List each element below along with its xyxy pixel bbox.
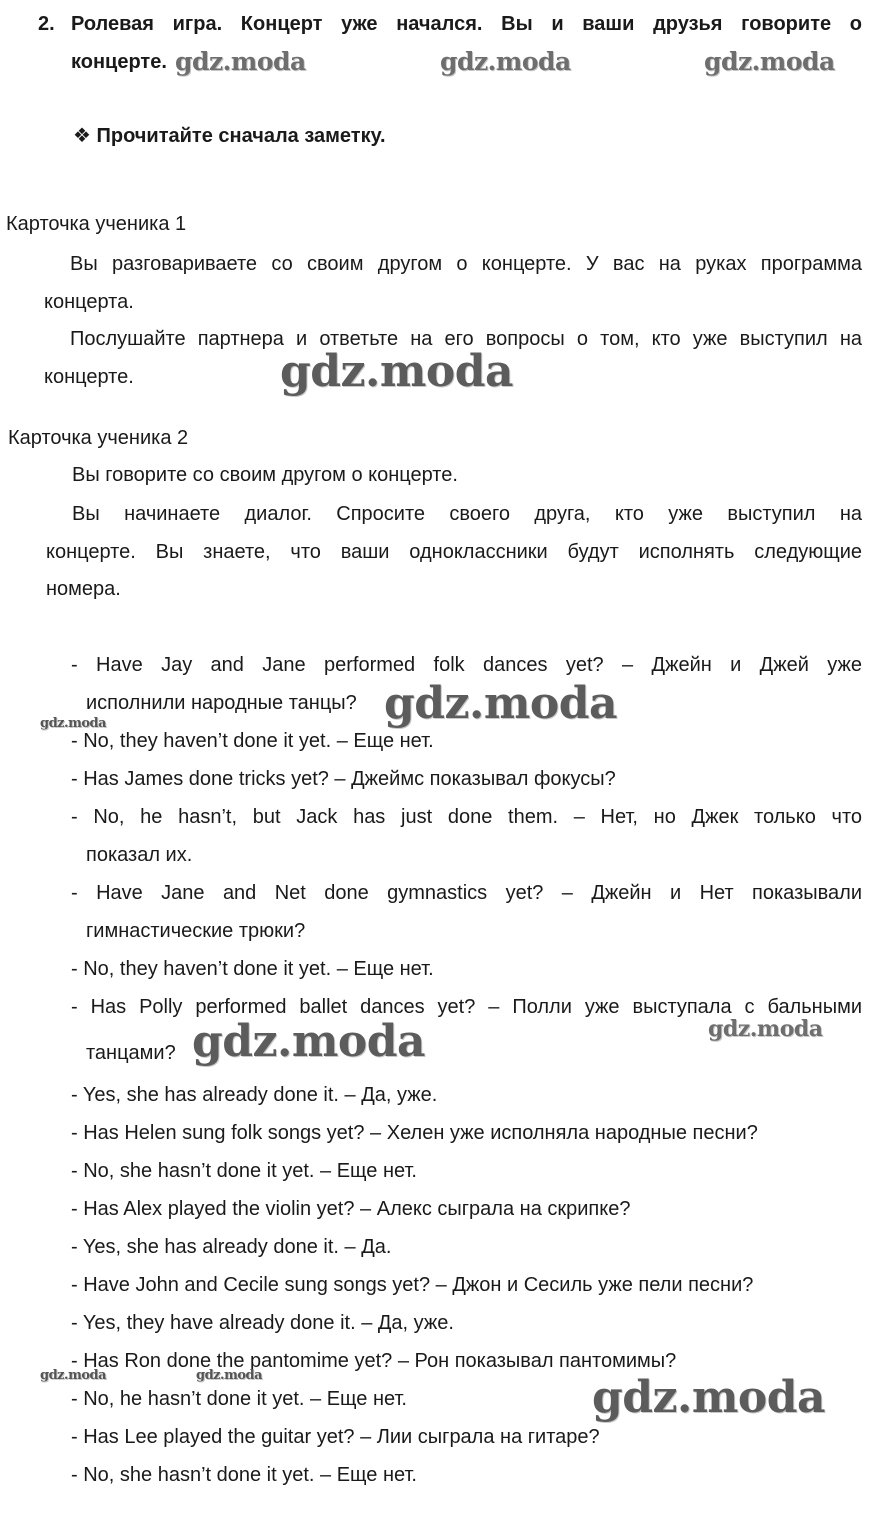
task-number: 2. [38,13,55,35]
watermark: gdz.moda [384,678,618,729]
dialogue-line: - Has Ron done the pantomime yet? – Рон показывал пантомимы? [71,1350,677,1372]
dialogue-line: - No, he hasn’t, but Jack has just done them. – Нет, но Джек только что [71,806,862,828]
dialogue-line: - Yes, she has already done it. – Да. [71,1236,392,1258]
dialogue-line: - Yes, she has already done it. – Да, уже. [71,1084,438,1106]
dialogue-line: - No, she hasn’t done it yet. – Еще нет. [71,1464,417,1486]
task-heading-line1: Ролевая игра. Концерт уже начался. Вы и ваши друзья говорите о [71,13,862,35]
task-heading-line2: концерте. [71,51,167,73]
card1-paragraph1-line1: Вы разговариваете со своим другом о концерте. У вас на руках программа [70,253,862,275]
card2-paragraph2-line3: номера. [46,578,121,600]
dialogue-line: - No, they haven’t done it yet. – Еще нет. [71,730,434,752]
card1-paragraph1-line2: концерта. [44,291,134,313]
card1-paragraph2-line1: Послушайте партнера и ответьте на его вопросы о том, кто уже выступил на [70,328,862,350]
dialogue-line: - Have John and Cecile sung songs yet? – Джон и Сесиль уже пели песни? [71,1274,754,1296]
card2-paragraph1: Вы говорите со своим другом о концерте. [72,464,458,486]
watermark: gdz.moda [40,716,107,731]
dialogue-line: - No, they haven’t done it yet. – Еще нет. [71,958,434,980]
watermark: gdz.moda [196,1368,263,1383]
watermark: gdz.moda [280,346,514,397]
watermark: gdz.moda [704,47,835,76]
card1-title: Карточка ученика 1 [6,213,187,235]
dialogue-line: танцами? [86,1042,176,1064]
watermark: gdz.moda [708,1016,823,1042]
dialogue-line: показал их. [86,844,193,866]
card2-paragraph2-line1: Вы начинаете диалог. Спросите своего друга, кто уже выступил на [72,503,862,525]
dialogue-line: исполнили народные танцы? [86,692,357,714]
card2-title: Карточка ученика 2 [8,427,189,449]
watermark: gdz.moda [192,1016,426,1067]
watermark: gdz.moda [440,47,571,76]
card2-paragraph2-line2: концерте. Вы знаете, что ваши одноклассники будут исполнять следующие [46,541,862,563]
watermark: gdz.moda [592,1372,826,1423]
watermark: gdz.moda [40,1368,107,1383]
dialogue-line: - Has Helen sung folk songs yet? – Хелен уже исполняла народные песни? [71,1122,758,1144]
dialogue-line: - Yes, they have already done it. – Да, уже. [71,1312,454,1334]
dialogue-line: - Has James done tricks yet? – Джеймс показывал фокусы? [71,768,616,790]
dialogue-line: - Has Polly performed ballet dances yet? – Полли уже выступала с бальными [71,996,862,1018]
dialogue-line: гимнастические трюки? [86,920,306,942]
dialogue-line: - Have Jay and Jane performed folk dances yet? – Джейн и Джей уже [71,654,862,676]
card1-paragraph2-line2: концерте. [44,366,134,388]
task-note: ❖ Прочитайте сначала заметку. [73,125,386,147]
dialogue-line: - No, she hasn’t done it yet. – Еще нет. [71,1160,417,1182]
dialogue-line: - Has Lee played the guitar yet? – Лии сыграла на гитаре? [71,1426,600,1448]
dialogue-line: - Have Jane and Net done gymnastics yet? – Джейн и Нет показывали [71,882,862,904]
dialogue-line: - No, he hasn’t done it yet. – Еще нет. [71,1388,407,1410]
dialogue-line: - Has Alex played the violin yet? – Алекс сыграла на скрипке? [71,1198,631,1220]
watermark: gdz.moda [175,47,306,76]
